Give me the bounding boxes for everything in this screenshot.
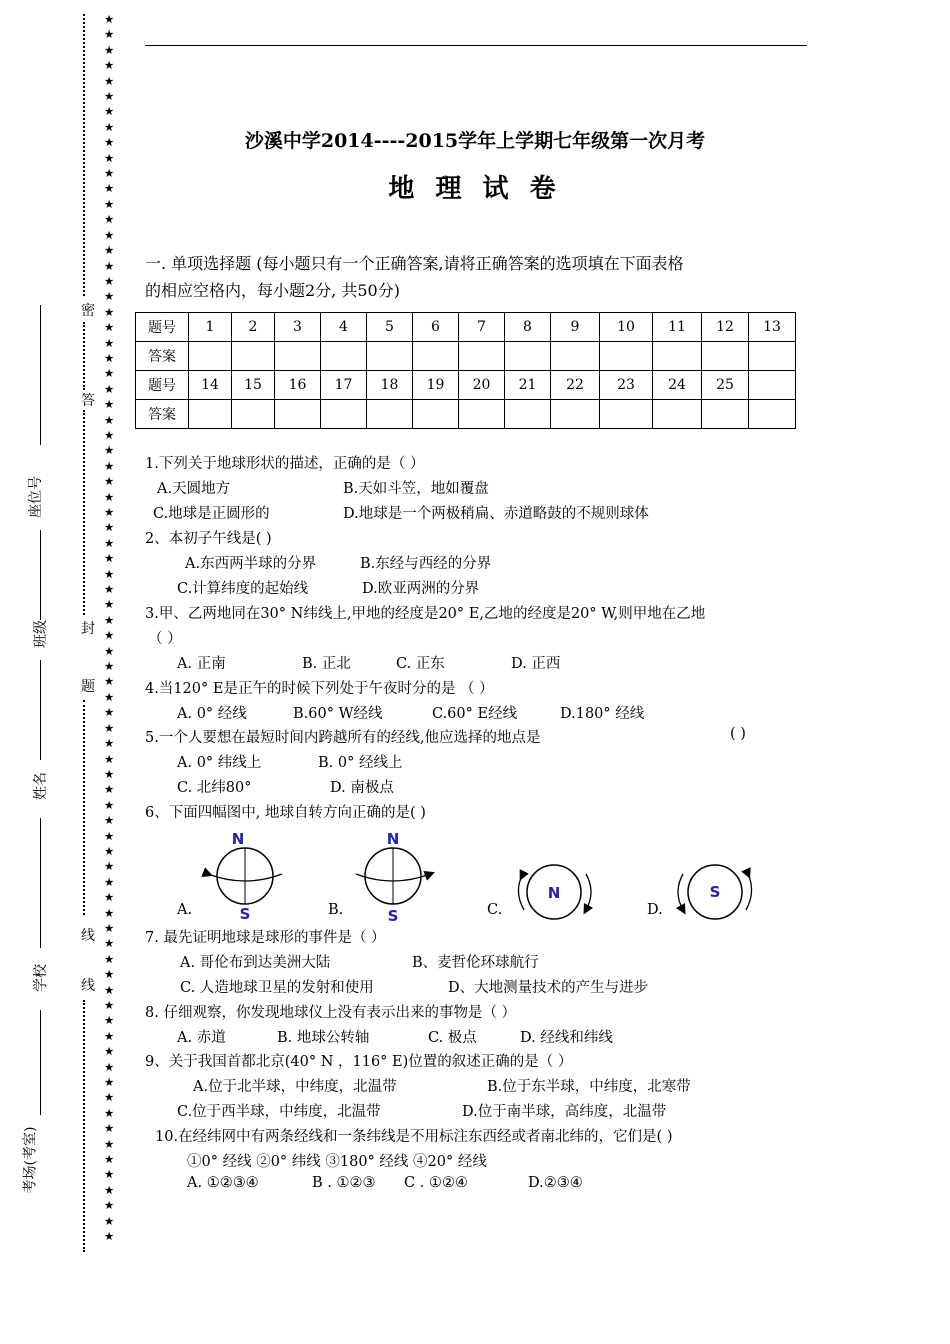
answer-cell[interactable]: [459, 342, 505, 371]
option: D. 经线和纬线: [520, 1030, 613, 1046]
table-cell: 10: [600, 313, 653, 342]
answer-blank: ( ): [730, 726, 746, 742]
globe-diagram-d: [678, 865, 752, 919]
diagram-label: D.: [647, 902, 663, 918]
rotation-arrow: [518, 876, 524, 910]
binding-dotted-line: [83, 410, 85, 615]
answer-cell[interactable]: [551, 342, 600, 371]
table-header-cell: 题号: [136, 313, 189, 342]
table-cell: 16: [275, 371, 321, 400]
header-rule: [145, 45, 807, 46]
option: D、大地测量技术的产生与进步: [448, 980, 649, 996]
rotation-arrow: [586, 874, 591, 910]
field-line: [40, 1010, 41, 1115]
option: C.计算纬度的起始线: [177, 581, 309, 597]
option: D. 南极点: [330, 780, 394, 796]
field-line: [40, 818, 41, 948]
table-cell: 18: [367, 371, 413, 400]
answer-cell[interactable]: [600, 342, 653, 371]
answer-cell[interactable]: [189, 342, 232, 371]
option: B、麦哲伦环球航行: [412, 955, 539, 971]
answer-table: [135, 312, 796, 429]
option: A. ①②③④: [187, 1175, 259, 1191]
option: D.位于南半球，高纬度，北温带: [462, 1104, 667, 1120]
name-label: 姓名: [33, 772, 49, 800]
option: C. 正东: [396, 656, 445, 672]
table-cell: 20: [459, 371, 505, 400]
south-pole-label: S: [387, 907, 399, 925]
table-cell: 14: [189, 371, 232, 400]
option: B . ①②③: [312, 1175, 376, 1191]
option: A. 哥伦布到达美洲大陆: [180, 955, 331, 971]
option: A.天圆地方: [157, 481, 231, 497]
answer-blank: （ ）: [148, 631, 182, 647]
diagram-label: C.: [487, 902, 503, 918]
table-cell: 25: [702, 371, 749, 400]
answer-cell[interactable]: [275, 342, 321, 371]
option: A. 赤道: [177, 1030, 226, 1046]
option: B.天如斗笠，地如覆盘: [343, 481, 489, 497]
option: D.②③④: [528, 1175, 583, 1191]
option: A. 0° 纬线上: [177, 755, 262, 771]
option: C.位于西半球，中纬度，北温带: [177, 1104, 381, 1120]
north-pole-label: N: [386, 830, 400, 848]
answer-cell[interactable]: [653, 342, 702, 371]
south-pole-label: S: [239, 905, 251, 923]
table-cell: 5: [367, 313, 413, 342]
seal-char: 封: [81, 621, 95, 637]
option: C.地球是正圆形的: [153, 506, 270, 522]
globe-diagram-a: [208, 830, 282, 923]
table-cell: 4: [321, 313, 367, 342]
option: B. 正北: [302, 656, 351, 672]
option: D. 正西: [511, 656, 561, 672]
option: C . ①②④: [404, 1175, 468, 1191]
field-line: [40, 530, 41, 620]
table-cell: 12: [702, 313, 749, 342]
table-cell: 2: [232, 313, 275, 342]
option: C. 北纬80°: [177, 780, 252, 796]
question-5: 5.一个人要想在最短时间内跨越所有的经线,他应选择的地点是: [145, 730, 541, 746]
answer-cell[interactable]: [600, 400, 653, 429]
rotation-arrow: [746, 874, 752, 910]
table-cell: 7: [459, 313, 505, 342]
answer-cell[interactable]: [275, 400, 321, 429]
north-pole-label: N: [547, 884, 561, 902]
option: A.位于北半球，中纬度，北温带: [193, 1079, 397, 1095]
globe-diagram-c: [518, 865, 591, 919]
table-header-cell: 答案: [136, 400, 189, 429]
answer-cell[interactable]: [505, 400, 551, 429]
exam-title: 沙溪中学2014----2015学年上学期七年级第一次月考: [244, 130, 706, 152]
seat-number-label: 座位号: [28, 476, 44, 518]
option: C. 人造地球卫星的发射和使用: [180, 980, 374, 996]
binding-dotted-line: [83, 700, 85, 915]
option: C.60° E经线: [432, 706, 518, 722]
answer-cell[interactable]: [551, 400, 600, 429]
answer-cell[interactable]: [749, 400, 796, 429]
question-2: 2、本初子午线是( ): [145, 531, 272, 547]
south-pole-label: S: [709, 883, 721, 901]
question-9: 9、关于我国首都北京(40° N ，116° E)位置的叙述正确的是（ ）: [145, 1054, 573, 1070]
answer-cell[interactable]: [232, 342, 275, 371]
answer-cell[interactable]: [367, 342, 413, 371]
seal-char: 密: [81, 303, 95, 319]
answer-cell[interactable]: [413, 400, 459, 429]
table-cell: 11: [653, 313, 702, 342]
globe-diagram-b: [356, 830, 430, 925]
answer-cell[interactable]: [702, 342, 749, 371]
seal-char: 线: [81, 978, 95, 994]
table-cell: 13: [749, 313, 796, 342]
answer-cell[interactable]: [749, 342, 796, 371]
field-line: [40, 660, 41, 760]
question-7: 7. 最先证明地球是球形的事件是（ ）: [145, 930, 386, 946]
answer-cell[interactable]: [321, 342, 367, 371]
question-8: 8. 仔细观察，你发现地球仪上没有表示出来的事物是（ ）: [145, 1005, 517, 1021]
exam-room-label: 考场(考室): [22, 1126, 39, 1194]
question-1: 1.下列关于地球形状的描述，正确的是（ ）: [145, 456, 425, 472]
option: D.地球是一个两极稍扁、赤道略鼓的不规则球体: [343, 506, 649, 522]
table-header-cell: 题号: [136, 371, 189, 400]
table-cell: 6: [413, 313, 459, 342]
answer-cell[interactable]: [232, 400, 275, 429]
answer-cell[interactable]: [653, 400, 702, 429]
table-cell: 22: [551, 371, 600, 400]
seal-char: 题: [81, 679, 95, 695]
table-cell: 15: [232, 371, 275, 400]
option: A. 0° 经线: [177, 706, 247, 722]
option: D.180° 经线: [560, 706, 645, 722]
north-pole-label: N: [231, 830, 245, 848]
seal-char: 线: [81, 928, 95, 944]
seal-char: 答: [81, 393, 95, 409]
answer-cell[interactable]: [702, 400, 749, 429]
rotation-arrow: [678, 874, 683, 910]
table-cell: [749, 371, 796, 400]
table-cell: 1: [189, 313, 232, 342]
answer-cell[interactable]: [459, 400, 505, 429]
table-cell: 24: [653, 371, 702, 400]
question-10: 10.在经纬网中有两条经线和一条纬线是不用标注东西经或者南北纬的，它们是( ): [155, 1129, 673, 1145]
answer-cell[interactable]: [321, 400, 367, 429]
option: B.60° W经线: [293, 706, 383, 722]
table-row: [136, 371, 796, 400]
binding-dotted-line: [83, 1000, 85, 1252]
statement-list: ①0° 经线 ②0° 纬线 ③180° 经线 ④20° 经线: [187, 1154, 487, 1170]
section-instructions: [145, 250, 810, 304]
subject-title: 地 理 试 卷: [388, 174, 562, 204]
table-header-cell: 答案: [136, 342, 189, 371]
school-label: 学校: [33, 964, 49, 992]
table-cell: 8: [505, 313, 551, 342]
table-cell: 23: [600, 371, 653, 400]
option: B.东经与西经的分界: [360, 556, 492, 572]
option: B. 0° 经线上: [318, 755, 403, 771]
diagram-label: A.: [177, 902, 193, 918]
option: B.位于东半球，中纬度，北寒带: [487, 1079, 691, 1095]
field-line: [40, 305, 41, 445]
answer-cell[interactable]: [189, 400, 232, 429]
question-4: 4.当120° E是正午的时候下列处于午夜时分的是 （ ）: [145, 681, 494, 697]
option: D.欧亚两洲的分界: [362, 581, 480, 597]
answer-cell[interactable]: [367, 400, 413, 429]
table-cell: 9: [551, 313, 600, 342]
table-row: [136, 400, 796, 429]
instruction-line: 的相应空格内，每小题2分, 共50分): [145, 281, 400, 300]
table-row: [136, 313, 796, 342]
option: A.东西两半球的分界: [185, 556, 317, 572]
rotation-diagrams: [170, 826, 790, 926]
question-6: 6、下面四幅图中, 地球自转方向正确的是( ): [145, 805, 426, 821]
star-border-column: ★ ★ ★ ★ ★ ★ ★ ★ ★ ★ ★ ★ ★ ★ ★ ★ ★ ★ ★ ★ ★ ★ ★ ★ ★ ★ ★ ★ ★ ★ ★ ★ ★ ★ ★ ★ ★ ★ ★ ★ ★ ★ ★ ★ ★ ★ ★ ★ ★ ★ ★ ★ ★ ★ ★ ★ ★ ★ ★ ★ ★ ★ ★ ★ ★ ★ ★ ★ ★ ★ ★ ★ ★ ★ ★ ★ ★ ★ ★ ★: [104, 12, 115, 1244]
answer-cell[interactable]: [413, 342, 459, 371]
table-cell: 17: [321, 371, 367, 400]
class-label: 班级: [33, 620, 49, 648]
diagram-label: B.: [328, 902, 344, 918]
option: B. 地球公转轴: [277, 1030, 370, 1046]
table-cell: 19: [413, 371, 459, 400]
binding-dotted-line: [83, 322, 85, 390]
binding-dotted-line: [83, 14, 85, 296]
table-row: [136, 342, 796, 371]
answer-cell[interactable]: [505, 342, 551, 371]
option: C. 极点: [428, 1030, 477, 1046]
option: A. 正南: [177, 656, 226, 672]
question-3: 3.甲、乙两地同在30° N纬线上,甲地的经度是20° E,乙地的经度是20° W,则甲地在乙地: [145, 606, 706, 622]
table-cell: 3: [275, 313, 321, 342]
table-cell: 21: [505, 371, 551, 400]
instruction-line: 一. 单项选择题 (每小题只有一个正确答案,请将正确答案的选项填在下面表格: [145, 254, 684, 273]
